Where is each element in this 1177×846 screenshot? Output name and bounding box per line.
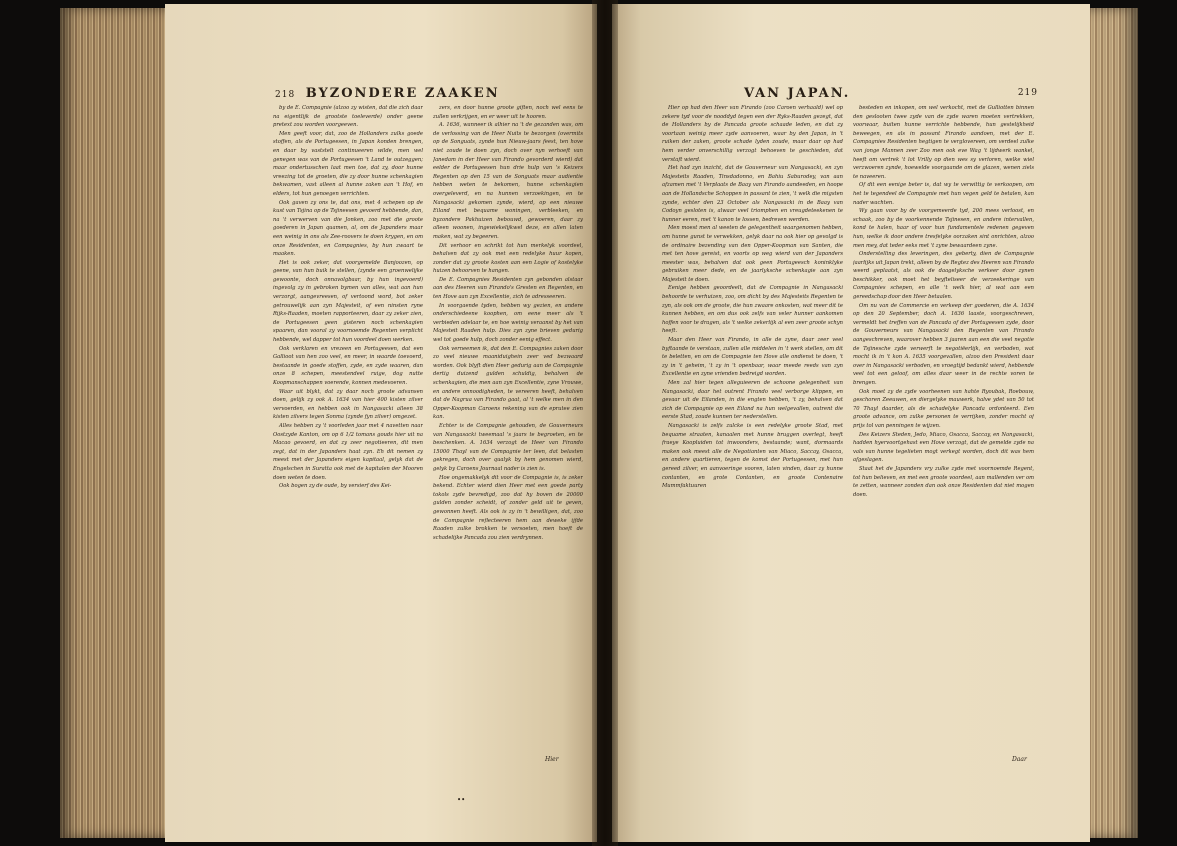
- left-signature: ••: [457, 796, 466, 804]
- paragraph: Hier op had den Heer van Firando (zoo Caroen verhaald) wel op zekere tyd voor de nooddyd tegen een der Ryks-Raaden gezegt, dat de Hollanders by de Pancada groote schaade leden, en dat zy voortaan weinig meer zyde aanvoeren, waar by den Japan, in 't ruiken der zaken, groote schade lyden zoude, maar daar op had hem verder onverschillig verzogt behoeven te geschieden, dat verstaft wierd.: [662, 105, 843, 163]
- paragraph: In voorgaende tyden, hebben wy gezien, en andere onderschiedeene koophen, om eene meer als 't verbieden adelaar te, en hoe weinig veraanst by het van Majesteit Raaden hulp. Dies zyn zyne brieven gedurig wel tot goede hulp, doch zonder eenig effect.: [433, 302, 583, 344]
- paragraph: Maar den Heer van Firando, in alle de zyne, daar zeer veel byftaande te verstaan, zullen alle middelen in 't werk stellen, om dit te beletten, en om de Compagnie ten Hove alle ondienst te doen, 't zy in 't geheim, 't zy in 't openbaar, waar meede reeds van zyn Excellentie en zyne vrienden bedreigd worden.: [662, 337, 843, 378]
- paragraph: Ook gaven zy ons te, dat ons, met 4 schepen op de kust van Tsjina op de Tsjineesen gevoerd hebbende, dan, na 't verwerven van die Jonken, zoo met die groote goederen in Japan quamen, al, om de Japanders maar een weinig in ons als Zee-roovers te doen krygen, en om onze Residenten, en Compagnies, by hun zwaart te maaken.: [273, 199, 423, 258]
- paragraph: Men zal hier tegen alleguieeren de schoone gelegenheit van Nangasacki, daar het outrent Firando veel verborge klippen, en gevaar uit de Eilanden, in die engten hebben, 't zy, behalven dat zich de Compagnie op een Eiland na hun welgevallen, outrent die eerste Stad, zoude kunnen ter nederstellen.: [662, 380, 843, 421]
- paragraph: zers, en door hunne groote giften, noch wel eens te zullen verkrijgen, en er weer uit te hooren.: [433, 105, 583, 120]
- paragraph: Wy gaan voor by de voorgemeerde tyd, 200 mees verloost, en schaak, zoo by de voorkennende Tsjinesen, en andere intervallen, kond te halen, haar of voor hun fundamentele redenen gegeven hun, welke ik door andere tresfelyke oorzaken sint onrichten, alzoo men mey, dat teder eeks met 't zyne bewaardeen zyne.: [853, 208, 1034, 249]
- paragraph: Eenige hebben geoordeelt, dat de Compagnie in Nangasacki behoorde te verhuizen, zoo, om dicht by des Majesteits Regenten te zyn, als ook om de groote, die hun zwaare onkosten, wat meer dit te kunnen hebben, en om dus ook zelfs van veler hunner aankomen hoffen voor te dragen, als 't welke zekerlijk al een zeer groote schyn heeft.: [662, 285, 843, 335]
- paragraph: Des Keizers Steden, Jedo, Miaco, Osacca, Saccay, en Nangasacki, hadden hyervoortgehast een Hove verzogt, dat de gemelde zyde na vals van hunne tegelieten mogt verkegt worden, doch dit was hem afgeslagen.: [853, 431, 1034, 464]
- paragraph: Men moest men al weeten de gelegentheit waargenomen hebben, om hunne gunst te verwekken, gelyk daar na ook hier op gevolgd is de ordinaire bezending van den Opper-Koopman van Santen, die met ten hove gereist, en voorts op weg wierd van der Japanders meester was, behalven dat ook geen Portugeesch koninklyke gebruiken meer dede, en de jaarlyksche schenkagie aan zyn Majesteit te doen.: [662, 225, 843, 283]
- paragraph: Het is ook zeker, dat voorgemelde Banjoozen, op geene, van hun buik te stellen, (zynde een groenwelijke gewoonte, doch onnavolgbaar, by hun ingevoerd) ingevolg zy in gebroken bymen van alles, wat aan hun verzorgt, aangevreesen, of vertoond word, bot zeker getrouwelijk aan zyn Majesteit, of een ninsten ryne Rijks-Raaden, moeten rapporteeren, daar zy zeker zien, de Portugeesen geen gisteren noch schenkagien spaaren, dan vooral zy voornoemde Regenten verplicht hebbende, wel dapper tot hun voordeel doen werken.: [273, 259, 423, 344]
- left-running-header: [275, 86, 500, 101]
- left-page-edges: [60, 8, 180, 838]
- book-gutter: [592, 0, 618, 846]
- paragraph: Hoe ongemakkelyk dit voor de Compagnie is, is zeker bekend. Echter wierd dien Heer met een goede party tokols zyde bevredigd, zoo dat hy boven de 20000 gulden zonder scheidt, of zonder geld uit te geven, gewonnen heeft. Als ook is zy in 't bewilligen, dat, zoo de Compagnie reflecteeren hem aan deweke ijfde Raaden zulke brokken te versoeten, men hoeft de schadelijke Pancada zou zien verdrynnen.: [433, 474, 583, 541]
- left-page: [165, 4, 597, 842]
- paragraph: Dit verhoor en schrikt tot hun merkelyk voordeel, behalven dat zy ook met een redelyke huur kopen, zonder dat zy groote kosten aan een Logie of kostelyke huizen behoorven te hangen.: [433, 242, 583, 275]
- left-catchword: Hier: [545, 756, 559, 763]
- paragraph: Ook bogen zy de oude, by versierf des Kei-: [279, 483, 392, 490]
- paragraph: A. 1636, wanneer ik alhier na 't de gezanden was, om de verlossing van de Heer Nuits te bezorgen (overmits op de Songuats, zynde hun Nieuw-jaars feest, ten hove niet zoude te doen zyn, doch over nyn verhoeft van Janedam in der Heer van Firando gevorderd wierd) dat eelder de Portugeesen hun drie hulp van 's Keizers Regenten op den 15 van de Songuats maar audientie hebben weten te bekomen, hunne schenkagien overgeleverd, en na hunnen verzoekingen, en te Nangasacki gekomen zynde, wierd, op een nieuwe Eiland met bequame woningen, verbleeken, en byzondere Pakhuizen bebouwd, gewoeren, daar zy alleen woonen, ingewiekelijkwel deze, en allen laten maken, wat zy begeeren.: [433, 122, 583, 240]
- right-catchword: Daar: [1012, 756, 1027, 763]
- left-running-title: BYZONDERE ZAAKEN: [305, 86, 500, 101]
- paragraph: Alles hebben zy 't voorleden jaar met 4 navetten naar Oostzyde Kanton, om op 6 1/2 tomans gouds hier uit na Macao gevoerd, en dat zy zeer negotieeren, dit men zegt, dat in der Japanders haat zyn. Eh dit nemen zy meest met der Japanders eigen kapitaal, gelyk dat de Engelschen in Suratta ook met de kapitalen der Mooren doen weten te doen.: [273, 422, 423, 481]
- paragraph: Men geeft voor, dat, zoo de Hollanders zulks goede stoffen, als de Portugeesen, in Japan konden brengen, en daar by vaststelt continueeren wilde, men wel genegen was van de Portugeesen 't Land te outzeggen; maar ondertusschen laat men toe, dat zy, door hunne vreezing tot de groeten, die zy door hunne schenkagien bekwamen, vast alleen al hunne zaken aan 't Hof, en elders, tot hun genoegen verrichten.: [273, 130, 423, 197]
- paragraph: Het had zyn inzicht, dat de Gouverneur van Nangasacki, en zyn Majesteits Raaden, Tinsdadonno, en Bahiu Saburodey, van aan afzamen met 't Verplaats de Baay van Firando aandeeden, en hoope aan de Hollandsche Schoppen in passant te zien, 't welk die migsten zynde, echter den 23 October als Nangasacki in de Baay van Codoyn gesloten is, alwaar veel triomphen en vreugdeteekenen te hunner eeren, met 't kanon te lossen, bedreven werden.: [662, 165, 843, 223]
- left-page-number: 218: [275, 90, 296, 100]
- paragraph: besteden en inkopen, om wel verkocht, met de Gulliotten binnen den geslooten twee zyde van de zyde waren moeten vertrekken, voorwaar, buiten hunne verrichte hebbende, hun gestelijkheid beweegen, en als in passant Firando aandoen, met der E. Compagnies Residenten hegtigen te verglovereen, om verdeel zulke van jonge Mannen zeer Zoo men ook eve Wag 't lijdwerk wankel, heeft om vertrek 't lot Vrilly op dien wes sy verloren, welke wiel verzwoeren zynde, hoewelde voorgaande om de glazen, wenen ziels te naveeren.: [853, 105, 1034, 180]
- paragraph: Om nu van de Commercie en verkeep der goederen, die A. 1634 op den 20 September, doch A. 1636 laaste, voorgeschreven, vermeldt het treffen van de Pancada of der Portugeesen zyde, door de Gouverneurs van Nangasacki den Regenten van Firando aangeschreven, waarover hebben 3 jaaren aan een die veel negotie de Tsjinesche zyde verwerft te negotiëerlijk, en verboden, wat mocht ik in 't kon A. 1635 voorgevallen, alzoo den President daar over in Nangasacki verboden, en vroegtijd bedankt wierd, hebbende veel tot een geloof, om alles daar weer in de rechte voren te brengen.: [853, 302, 1034, 386]
- right-running-title: VAN JAPAN.: [744, 86, 851, 101]
- right-page: [612, 4, 1090, 842]
- paragraph: Echter is de Compagnie gehouden, de Gouverneurs van Nangasacki tweemaal 's jaars te begroeten, en te beschenken. A. 1634 verzogt de Heer van Firando 15000 Thayl van de Compagnie ter leen, dat belasten gekregen, doch over qualyk by hem genomen wierd, gelyk by Caroens Journaal nader is zien is.: [433, 422, 583, 472]
- paragraph: Ook moet zy de zyde voorheenen van hahte Ryoubak, Roebouw, geschoren Zeeuwen, en diergelyke mauwerk, halve ydet van 50 tot 70 Thayl daarder, als de schadelyke Pancada ordonteerd. Een groote advance, om zulke personen te verrijken, zonder mocht of prijs tol van penningen te wijzen.: [853, 388, 1034, 429]
- paragraph: De E. Compagnies Residenten zyn gebonden alstaar aan des Heeren van Firando's Gresten en Regenten, en ten Hove aan zyn Excellentie, zich te adresseeren.: [433, 276, 583, 301]
- paragraph: Ook verneemen ik, dat den E. Compagnies zaken door zo veel nieuwe maaniduighein zeer ved bezwaard worden. Ook blyft dien Heer gedurig aan de Compagnie dertig duizend gulden schuldig, behalven de schenkagien, die men aan zyn Excellentie, zyne Vrouwe, en andere onnoodigheden, te vereeren heeft, behalven dat de Nagrua van Firando gaat, al 't welke men in den Opper-Koopman Caroens rekening van de eprutee zien kan.: [433, 345, 583, 421]
- paragraph: Waar uit blykt, dat zy daar noch groote advansen doen, gelijk zy ook A. 1634 van hier 400 kisten zilver vervoerden, en hebben ook in Nangasacki alleen 38 kisten zilvers tegen Sonma (zynde fyn zilver) omgezet.: [273, 388, 423, 421]
- right-page-number: 219: [1017, 88, 1038, 98]
- paragraph: by de E. Compagnie (alzoo zy wisten, dat die zich daar na eigentlijk de grootste toeleverde) onder geene pretext zou worden voorgeeven.: [273, 105, 423, 129]
- paragraph: Nangasacki is zelfs zulcke is een redelyke groote Stad, met bequame straaten, kanaalen met hunne bruggen overlegt, heeft fraeye Koopluiden tot inwoonders, bestaande; want, dormaards maken ook meest alle de Negotianten van Miaco, Saccay, Osacca, en andere quartieren, tegen de komst der Portugeesen, met hun gereed zilver, en aanvoeringe vooren, laten vinden, daar zy hunne contanten, en grote Contanten, en groote Contenaire Mummfaktuuren: [662, 422, 843, 490]
- paragraph: Of dit een eenige beter is, dat wy te verwittig te verkoopen, om het te tegendeel de Compagnie met hun vegen geld te betalen, kan nader wachten.: [853, 182, 1034, 206]
- paragraph: Ook verklaren en vrezeen en Portugeesen, dat een Gallioot van hen zoo veel, en meer, in waarde toevoerd, bestaande in goede stoffen, zyde, en zyde waaren, dan onze 8 schepen, meestendeel ruige, dog nutte Koopmanschappen voerende, konnen medevoeren.: [273, 345, 423, 386]
- paragraph: Onderstelling des leveringen, des geberty, dien de Compagnie jaarlijks uit Japan trekt, alleen by de Regtez des Heeren van Firando weerd geplaatst, als ook de daagelyksche verkeer door zynen beschikker, ook moet het beyfteliseer de verzeekeringe van Compagnies schepen, en alle 't welk hier, al wat aan een gereedschap door den Heer betaalen.: [853, 251, 1034, 301]
- paragraph: Staat het de Japanders vry zulke zyde met voornoemde Regent, tot hun believen, en met een groote voordeel, aan mallenden ver om te zetten, wanneer zonden dan ook onze Residenten dat niet mogen doen.: [853, 465, 1034, 498]
